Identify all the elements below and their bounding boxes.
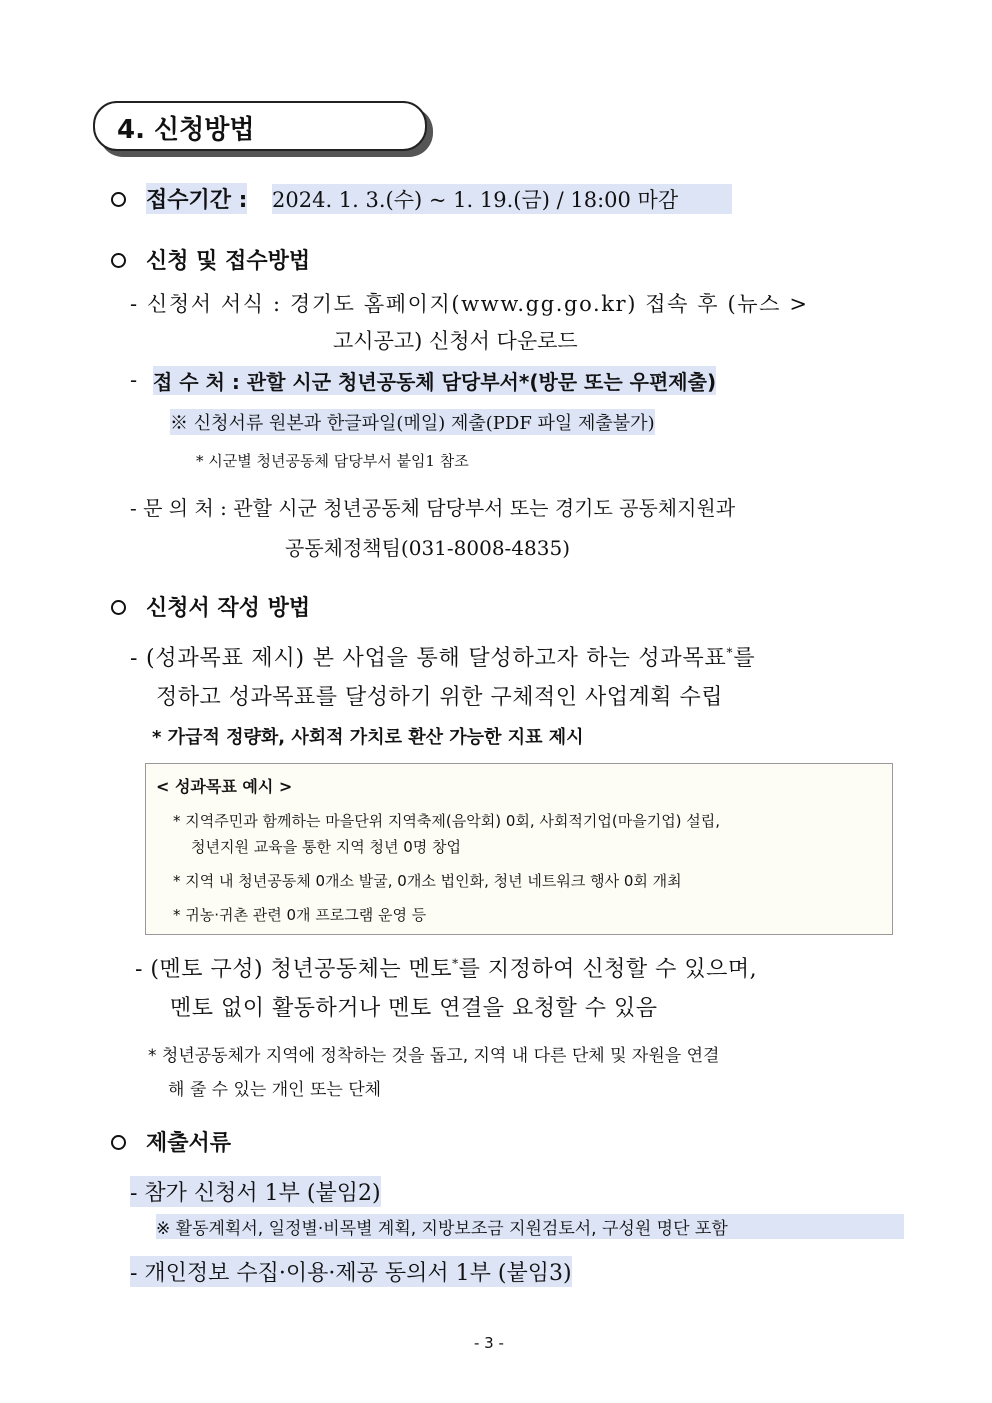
writing-heading: 신청서 작성 방법 [146,596,311,621]
docs-item-1: - 참가 신청서 1부 (붙임2) [130,1176,381,1207]
mentor-note-2: 해 줄 수 있는 개인 또는 단체 [168,1080,382,1100]
goal-line-2: 정하고 성과목표를 달성하기 위한 구체적인 사업계획 수립 [156,685,724,710]
example-item-2: * 지역 내 청년공동체 0개소 발굴, 0개소 법인화, 청년 네트워크 행사 0회 개최 [173,872,682,890]
contact-line-1: - 문 의 처 : 관할 시군 청년공동체 담당부서 또는 경기도 공동체지원과 [130,496,736,520]
example-box [145,763,893,935]
reception-note: ※ 신청서류 원본과 한글파일(메일) 제출(PDF 파일 제출불가) [170,409,655,435]
form-line-2: 고시공고) 신청서 다운로드 [333,329,578,353]
goal-line-1: - (성과목표 제시) 본 사업을 통해 달성하고자 하는 성과목표*를 [130,645,756,671]
reception-dash: - [130,368,138,392]
bullet-circle-icon [111,253,126,268]
bullet-circle-icon [111,192,126,207]
bullet-circle-icon [111,600,126,615]
page-number: - 3 - [474,1334,504,1352]
docs-item-1-note: ※ 활동계획서, 일정별·비목별 계획, 지방보조금 지원검토서, 구성원 명단 포함 [156,1214,904,1239]
example-item-3: * 귀농·귀촌 관련 0개 프로그램 운영 등 [173,906,427,924]
section-title: 4. 신청방법 [117,115,255,145]
footnote-mark: * [452,956,459,971]
section-title-box [93,101,427,151]
contact-line-2: 공동체정책팀(031-8008-4835) [285,536,571,560]
footnote-mark: * [726,645,734,660]
example-title: < 성과목표 예시 > [156,777,293,796]
method-heading: 신청 및 접수방법 [146,249,311,274]
reception-note-2: * 시군별 청년공동체 담당부서 붙임1 참조 [196,452,469,470]
mentor-line-2: 멘토 없이 활동하거나 멘토 연결을 요청할 수 있음 [170,996,658,1021]
example-item-1a: * 지역주민과 함께하는 마을단위 지역축제(음악회) 0회, 사회적기업(마을기업) 설립, [173,812,721,830]
example-item-1b: 청년지원 교육을 통한 지역 청년 0명 창업 [191,838,461,856]
mentor-note-1: * 청년공동체가 지역에 정착하는 것을 돕고, 지역 내 다른 단체 및 자원을 연결 [148,1046,720,1066]
form-line-1: - 신청서 서식 : 경기도 홈페이지(www.gg.go.kr) 접속 후 (뉴스 > [130,292,809,316]
docs-item-2: - 개인정보 수집·이용·제공 동의서 1부 (붙임3) [130,1256,572,1287]
mentor-line-1: - (멘토 구성) 청년공동체는 멘토*를 지정하여 신청할 수 있으며, [135,956,758,982]
goal-note: * 가급적 정량화, 사회적 가치로 환산 가능한 지표 제시 [152,727,584,748]
period-value: 2024. 1. 3.(수) ~ 1. 19.(금) / 18:00 마감 [272,184,732,214]
bullet-circle-icon [111,1135,126,1150]
period-label: 접수기간 : [146,183,247,214]
reception-line: 접 수 처 : 관할 시군 청년공동체 담당부서*(방문 또는 우편제출) [153,366,716,395]
docs-heading: 제출서류 [146,1131,232,1156]
